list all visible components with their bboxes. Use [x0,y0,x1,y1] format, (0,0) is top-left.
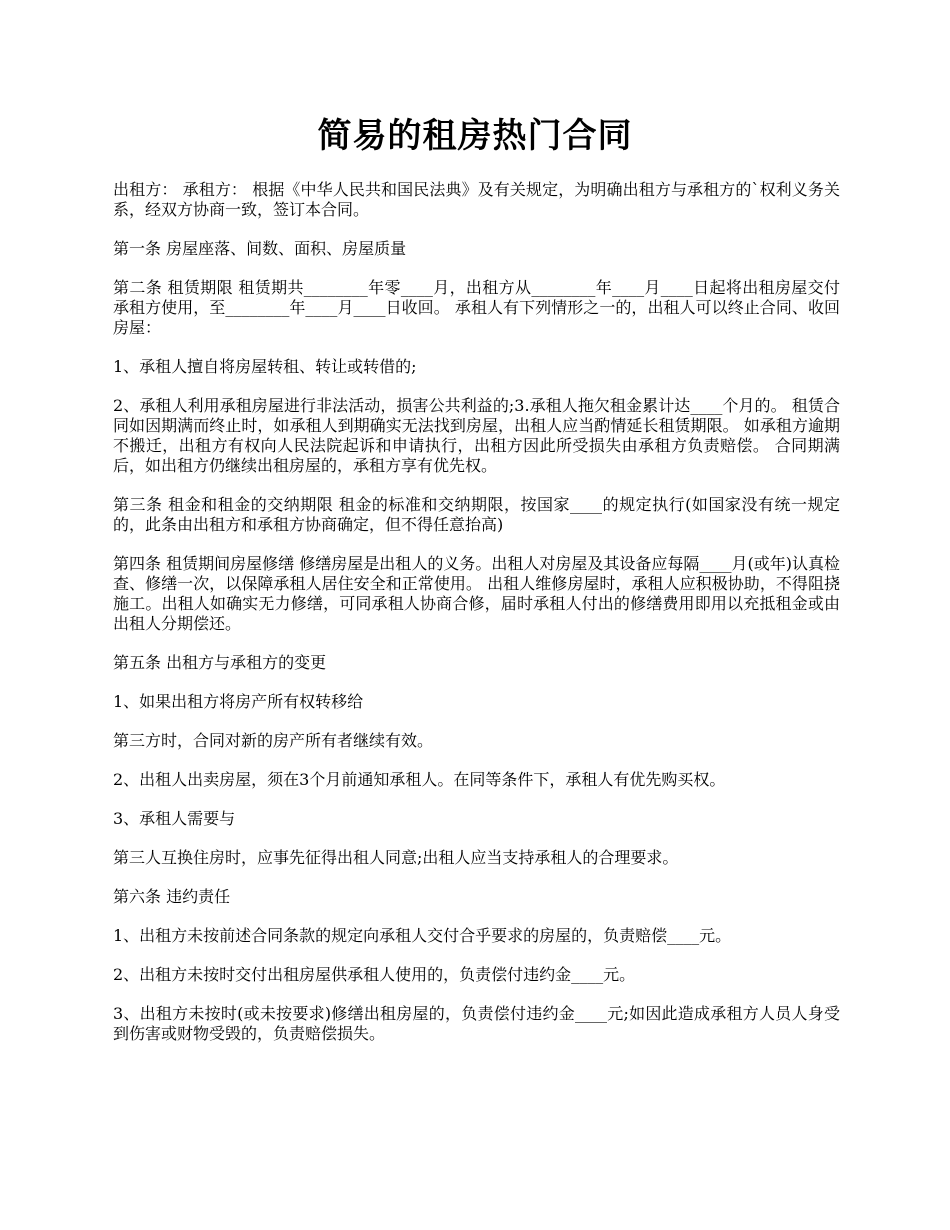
document-title: 简易的租房热门合同 [317,116,633,156]
paragraph-article-4: 第四条 租赁期间房屋修缮 修缮房屋是出租人的义务。出租人对房屋及其设备应每隔____月(或年)认真检查、修缮一次，以保障承租人居住安全和正常使用。 出租人维修房屋时，承租人应积极协助，不得阻挠施工。出租人如确实无力修缮，可同承租人协商合修，届时承租人付出的修缮费用即用以充抵租金或由出租人分期偿还。 [113,554,840,633]
paragraph-article-2: 第二条 租赁期限 租赁期共________年零____月，出租方从________年____月____日起将出租房屋交付承租方使用，至________年____月____日收回。 承租人有下列情形之一的，出租人可以终止合同、收回房屋： [113,278,840,337]
paragraph-article-5-item-2: 2、出租人出卖房屋，须在3个月前通知承租人。在同等条件下，承租人有优先购买权。 [113,770,726,789]
paragraph-article-3: 第三条 租金和租金的交纳期限 租金的标准和交纳期限，按国家____的规定执行(如国家没有统一规定的，此条由出租方和承租方协商确定，但不得任意抬高) [113,495,840,534]
paragraph-article-5-item-3-cont: 第三人互换住房时，应事先征得出租人同意;出租人应当支持承租人的合理要求。 [113,848,679,867]
paragraph-article-2-item-1: 1、承租人擅自将房屋转租、转让或转借的; [113,357,417,376]
paragraph-article-6-item-3: 3、出租方未按时(或未按要求)修缮出租房屋的，负责偿付违约金____元;如因此造成承租方人员人身受到伤害或财物受毁的，负责赔偿损失。 [113,1004,840,1043]
paragraph-article-6-item-1: 1、出租方未按前述合同条款的规定向承租人交付合乎要求的房屋的，负责赔偿____元。 [113,926,732,945]
paragraph-article-6: 第六条 违约责任 [113,887,231,906]
paragraph-article-5-item-1-cont: 第三方时，合同对新的房产所有者继续有效。 [113,731,434,750]
document-body [113,180,840,1063]
paragraph-article-5: 第五条 出租方与承租方的变更 [113,653,327,672]
paragraph-preamble: 出租方： 承租方： 根据《中华人民共和国民法典》及有关规定，为明确出租方与承租方的`权利义务关系，经双方协商一致，签订本合同。 [113,180,840,219]
paragraph-article-2-item-2: 2、承租人利用承租房屋进行非法活动，损害公共利益的;3.承租人拖欠租金累计达____个月的。 租赁合同如因期满而终止时，如承租人到期确实无法找到房屋，出租人应当酌情延长租赁期限。 如承租方逾期不搬迁，出租方有权向人民法院起诉和申请执行，出租方因此所受损失由承租方负责赔偿。 合同期满后，如出租方仍继续出租房屋的，承租方享有优先权。 [113,396,840,475]
paragraph-article-5-item-1: 1、如果出租方将房产所有权转移给 [113,692,364,711]
paragraph-article-1: 第一条 房屋座落、间数、面积、房屋质量 [113,239,407,258]
paragraph-article-5-item-3: 3、承租人需要与 [113,809,236,828]
paragraph-article-6-item-2: 2、出租方未按时交付出租房屋供承租人使用的，负责偿付违约金____元。 [113,965,636,984]
